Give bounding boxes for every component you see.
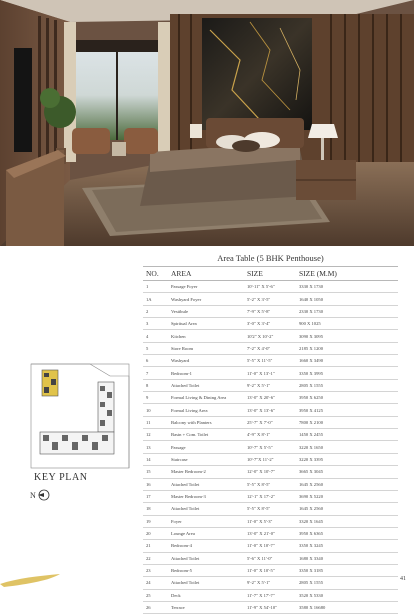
cell-no: 12 bbox=[143, 429, 168, 441]
bedroom-illustration bbox=[0, 0, 414, 246]
cell-no: 7 bbox=[143, 367, 168, 379]
area-table-section bbox=[143, 252, 398, 614]
cell-size: 11'-0" X 10'-7" bbox=[244, 540, 296, 552]
cell-size: 11'-0" X 5'-3" bbox=[244, 515, 296, 527]
cell-no: 17 bbox=[143, 490, 168, 502]
cell-area: Basin + Com. Toilet bbox=[168, 429, 244, 441]
table-row bbox=[143, 367, 398, 379]
header-area: AREA bbox=[168, 267, 244, 281]
cell-no: 15 bbox=[143, 466, 168, 478]
table-row bbox=[143, 293, 398, 305]
gold-brush-icon bbox=[0, 568, 70, 588]
north-label: N bbox=[30, 491, 36, 500]
cell-area: Kitchen bbox=[168, 330, 244, 342]
table-row bbox=[143, 478, 398, 490]
table-title: Area Table (5 BHK Penthouse) bbox=[217, 253, 324, 263]
cell-area: Attached Toilet bbox=[168, 478, 244, 490]
north-compass bbox=[30, 488, 60, 502]
cell-size-mm: 3580 X 16680 bbox=[296, 601, 398, 613]
cell-size-mm: 3090 X 3095 bbox=[296, 330, 398, 342]
cell-size: 11'-0" X 10'-5" bbox=[244, 564, 296, 576]
table-row bbox=[143, 453, 398, 465]
cell-size-mm: 3220 X 1650 bbox=[296, 441, 398, 453]
cell-size: 10'2" X 10'-2" bbox=[244, 330, 296, 342]
cell-size-mm: 3950 X 6365 bbox=[296, 527, 398, 539]
cell-size-mm: 3665 X 3045 bbox=[296, 466, 398, 478]
cell-no: 26 bbox=[143, 601, 168, 613]
table-row bbox=[143, 392, 398, 404]
table-body bbox=[143, 281, 398, 614]
cell-area: Formal Living & Dining Area bbox=[168, 392, 244, 404]
cell-no: 18 bbox=[143, 503, 168, 515]
cell-size-mm: 1450 X 2455 bbox=[296, 429, 398, 441]
cell-size-mm: 900 X 1025 bbox=[296, 318, 398, 330]
cell-area: Deck bbox=[168, 589, 244, 601]
cell-no: 1A bbox=[143, 293, 168, 305]
cell-size-mm: 2805 X 1555 bbox=[296, 379, 398, 391]
header-no: NO. bbox=[143, 267, 168, 281]
cell-no: 6 bbox=[143, 355, 168, 367]
header-size-mm: SIZE (M.M) bbox=[296, 267, 398, 281]
cell-area: Bedroom-1 bbox=[168, 367, 244, 379]
cell-size: 11'-0" X 13'-1" bbox=[244, 367, 296, 379]
table-row bbox=[143, 540, 398, 552]
cell-no: 10 bbox=[143, 404, 168, 416]
table-row bbox=[143, 305, 398, 317]
table-row bbox=[143, 589, 398, 601]
cell-size: 9'-2" X 5'-1" bbox=[244, 577, 296, 589]
table-row bbox=[143, 441, 398, 453]
cell-size-mm: 3350 X 3995 bbox=[296, 367, 398, 379]
area-table bbox=[143, 266, 398, 614]
table-row bbox=[143, 404, 398, 416]
cell-no: 3 bbox=[143, 318, 168, 330]
cell-size: 7'-9" X 5'-8" bbox=[244, 305, 296, 317]
cell-size-mm: 3320 X 1645 bbox=[296, 515, 398, 527]
table-row bbox=[143, 342, 398, 354]
table-row bbox=[143, 515, 398, 527]
cell-no: 20 bbox=[143, 527, 168, 539]
cell-size-mm: 7800 X 2100 bbox=[296, 416, 398, 428]
cell-area: Vestibule bbox=[168, 305, 244, 317]
table-row bbox=[143, 281, 398, 293]
cell-area: Attached Toilet bbox=[168, 379, 244, 391]
cell-size: 5'-5" X 11'-5" bbox=[244, 355, 296, 367]
cell-area: Master Bedroom-3 bbox=[168, 490, 244, 502]
cell-no: 8 bbox=[143, 379, 168, 391]
table-row bbox=[143, 330, 398, 342]
cell-area: Spiritual Area bbox=[168, 318, 244, 330]
cell-size: 10'-7" X 5'-5" bbox=[244, 441, 296, 453]
cell-no: 11 bbox=[143, 416, 168, 428]
table-row bbox=[143, 552, 398, 564]
cell-size-mm: 2805 X 1555 bbox=[296, 577, 398, 589]
cell-area: Foyer bbox=[168, 515, 244, 527]
cell-size: 12'-1" X 17'-2" bbox=[244, 490, 296, 502]
cell-size: 13'-0" X 21'-0" bbox=[244, 527, 296, 539]
cell-size: 10'-7"X 11'-2" bbox=[244, 453, 296, 465]
cell-no: 5 bbox=[143, 342, 168, 354]
table-row bbox=[143, 429, 398, 441]
cell-area: Washyard bbox=[168, 355, 244, 367]
cell-area: Bedroom-4 bbox=[168, 540, 244, 552]
cell-area: Bedroom-5 bbox=[168, 564, 244, 576]
key-plan-label: KEY PLAN bbox=[34, 472, 88, 483]
cell-size: 5'-6" X 11'-0" bbox=[244, 552, 296, 564]
cell-size-mm: 3330 X 1730 bbox=[296, 281, 398, 293]
cell-size-mm: 2330 X 1730 bbox=[296, 305, 398, 317]
cell-size: 5'-2" X 3'-5" bbox=[244, 293, 296, 305]
table-header-row bbox=[143, 267, 398, 281]
cell-size-mm: 3950 X 4125 bbox=[296, 404, 398, 416]
cell-area: Staircase bbox=[168, 453, 244, 465]
cell-area: Store Room bbox=[168, 342, 244, 354]
cell-no: 19 bbox=[143, 515, 168, 527]
bedroom-photo bbox=[0, 0, 414, 246]
cell-area: Lounge Area bbox=[168, 527, 244, 539]
cell-size-mm: 1660 X 3490 bbox=[296, 355, 398, 367]
cell-no: 9 bbox=[143, 392, 168, 404]
table-row bbox=[143, 379, 398, 391]
cell-area: Washyard Foyer bbox=[168, 293, 244, 305]
cell-no: 23 bbox=[143, 564, 168, 576]
cell-no: 16 bbox=[143, 478, 168, 490]
cell-size-mm: 3520 X 5330 bbox=[296, 589, 398, 601]
page-number: 41 bbox=[400, 576, 406, 582]
table-row bbox=[143, 527, 398, 539]
cell-size-mm: 1640 X 1050 bbox=[296, 293, 398, 305]
cell-size-mm: 3350 X 3185 bbox=[296, 564, 398, 576]
cell-no: 25 bbox=[143, 589, 168, 601]
cell-size: 5'-5" X 8'-5" bbox=[244, 503, 296, 515]
table-row bbox=[143, 577, 398, 589]
cell-area: Balcony with Planters bbox=[168, 416, 244, 428]
cell-size: 7'-2" X 4'-0" bbox=[244, 342, 296, 354]
cell-size-mm: 1680 X 3340 bbox=[296, 552, 398, 564]
header-size: SIZE bbox=[244, 267, 296, 281]
cell-size: 4'-9" X 8'-1" bbox=[244, 429, 296, 441]
cell-size: 11'-7" X 17'-7" bbox=[244, 589, 296, 601]
cell-no: 22 bbox=[143, 552, 168, 564]
table-row bbox=[143, 601, 398, 613]
cell-no: 14 bbox=[143, 453, 168, 465]
cell-size: 25'-7" X 7'-0" bbox=[244, 416, 296, 428]
cell-size: 13'-0" X 20'-6" bbox=[244, 392, 296, 404]
cell-size-mm: 1645 X 2560 bbox=[296, 503, 398, 515]
table-row bbox=[143, 318, 398, 330]
cell-area: Formal Living Area bbox=[168, 404, 244, 416]
cell-area: Attached Toilet bbox=[168, 503, 244, 515]
cell-size: 3'-0" X 3'-4" bbox=[244, 318, 296, 330]
cell-size: 10'-11" X 5'-6" bbox=[244, 281, 296, 293]
table-row bbox=[143, 355, 398, 367]
cell-no: 2 bbox=[143, 305, 168, 317]
cell-size-mm: 3950 X 6250 bbox=[296, 392, 398, 404]
cell-area: Passage Foyer bbox=[168, 281, 244, 293]
table-row bbox=[143, 564, 398, 576]
cell-size: 5'-5" X 8'-5" bbox=[244, 478, 296, 490]
cell-area: Terrace bbox=[168, 601, 244, 613]
cell-size: 11'-9" X 54'-10" bbox=[244, 601, 296, 613]
table-row bbox=[143, 466, 398, 478]
cell-size-mm: 2185 X 1200 bbox=[296, 342, 398, 354]
table-row bbox=[143, 490, 398, 502]
cell-size: 12'-0" X 10'-7" bbox=[244, 466, 296, 478]
cell-size: 13'-0" X 13'-6" bbox=[244, 404, 296, 416]
cell-area: Master Bedroom-2 bbox=[168, 466, 244, 478]
cell-area: Attached Toilet bbox=[168, 552, 244, 564]
cell-size: 9'-2" X 5'-1" bbox=[244, 379, 296, 391]
cell-size-mm: 3350 X 3245 bbox=[296, 540, 398, 552]
cell-size-mm: 3690 X 5220 bbox=[296, 490, 398, 502]
cell-no: 4 bbox=[143, 330, 168, 342]
tv-screen bbox=[14, 48, 32, 152]
cell-no: 24 bbox=[143, 577, 168, 589]
table-row bbox=[143, 503, 398, 515]
key-plan-drawing bbox=[30, 362, 130, 470]
cell-area: Passage bbox=[168, 441, 244, 453]
cell-no: 21 bbox=[143, 540, 168, 552]
cell-size-mm: 3220 X 3395 bbox=[296, 453, 398, 465]
cell-no: 13 bbox=[143, 441, 168, 453]
table-row bbox=[143, 416, 398, 428]
cell-area: Attached Toilet bbox=[168, 577, 244, 589]
cell-size-mm: 1645 X 2560 bbox=[296, 478, 398, 490]
cell-no: 1 bbox=[143, 281, 168, 293]
